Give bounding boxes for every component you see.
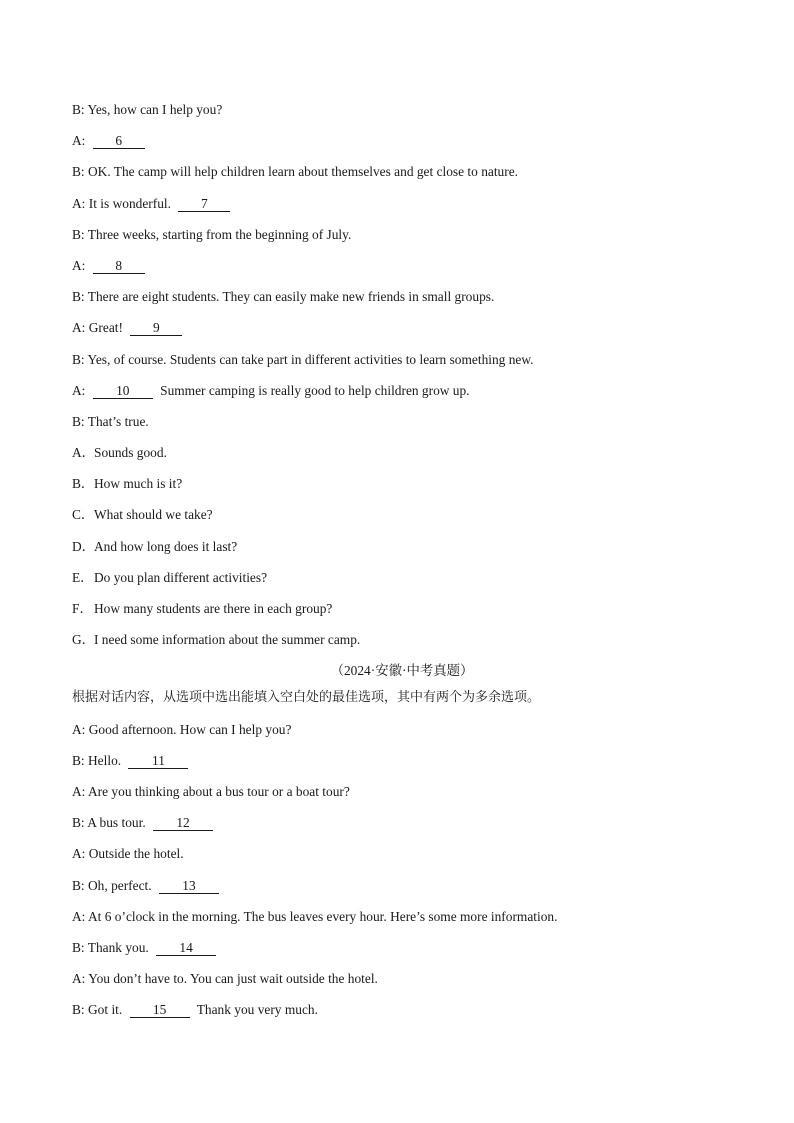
- speaker-label: B:: [72, 351, 85, 367]
- dialogue-text: Oh, perfect.: [88, 877, 152, 893]
- option-item: [72, 568, 732, 599]
- speaker-label: A:: [72, 320, 86, 336]
- answer-blank[interactable]: 12: [153, 815, 213, 831]
- dialogue-text: There are eight students. They can easily make new friends in small groups.: [87, 289, 495, 305]
- dialogue-section-1: [72, 100, 732, 443]
- dialogue-line: [72, 782, 732, 813]
- option-item: [72, 505, 732, 536]
- dialogue-text: Outside the hotel.: [88, 846, 184, 862]
- speaker-label: B:: [72, 413, 85, 429]
- dialogue-text: Yes, of course. Students can take part in different activities to learn something new.: [87, 351, 534, 367]
- answer-blank[interactable]: 13: [159, 878, 219, 894]
- answer-blank[interactable]: 11: [128, 753, 188, 769]
- dialogue-text: Hello.: [88, 752, 122, 768]
- speaker-label: B:: [72, 226, 85, 242]
- dialogue-line: [72, 907, 732, 938]
- answer-blank[interactable]: 8: [93, 258, 145, 274]
- speaker-label: A:: [72, 721, 86, 737]
- option-text: How many students are there in each group?: [94, 601, 333, 616]
- speaker-label: B:: [72, 939, 85, 955]
- dialogue-text-after: Summer camping is really good to help children grow up.: [160, 382, 470, 398]
- speaker-label: A:: [72, 382, 86, 398]
- dialogue-line: [72, 100, 732, 131]
- dialogue-line: [72, 287, 732, 318]
- answer-blank[interactable]: 9: [130, 320, 182, 336]
- dialogue-text: You don’t have to. You can just wait outside the hotel.: [88, 971, 378, 987]
- option-letter: C．: [72, 507, 95, 523]
- option-text: How much is it?: [94, 476, 183, 492]
- dialogue-line: [72, 1000, 732, 1031]
- dialogue-line: [72, 844, 732, 875]
- options-list-1: [72, 443, 732, 661]
- speaker-label: A:: [72, 133, 86, 149]
- option-item: [72, 599, 732, 630]
- option-text: Do you plan different activities?: [94, 569, 268, 585]
- option-letter: B．: [72, 476, 95, 492]
- instruction-text: 根据对话内容，从选项中选出能填入空白处的最佳选项，其中有两个为多余选项。: [72, 690, 541, 706]
- dialogue-text: Are you thinking about a bus tour or a boat tour?: [88, 783, 350, 799]
- dialogue-line: [72, 131, 732, 162]
- dialogue-line: [72, 194, 732, 225]
- dialogue-line: [72, 412, 732, 443]
- option-text: And how long does it last?: [94, 538, 238, 554]
- dialogue-text: OK. The camp will help children learn about themselves and get close to nature.: [88, 164, 518, 180]
- dialogue-text: Got it.: [88, 1002, 123, 1018]
- speaker-label: A:: [72, 971, 86, 987]
- speaker-label: B:: [72, 289, 85, 305]
- dialogue-line: [72, 318, 732, 349]
- source-citation: （2024·安徽·中考真题）: [330, 663, 474, 679]
- answer-blank[interactable]: 7: [178, 196, 230, 212]
- dialogue-line: [72, 813, 732, 844]
- dialogue-text: Thank you.: [87, 939, 149, 955]
- option-item: [72, 474, 732, 505]
- dialogue-line: [72, 256, 732, 287]
- answer-blank[interactable]: 15: [130, 1002, 190, 1018]
- speaker-label: A:: [72, 195, 86, 211]
- dialogue-text: A bus tour.: [87, 815, 146, 831]
- option-letter: A．: [72, 445, 96, 461]
- option-item: [72, 443, 732, 474]
- speaker-label: B:: [72, 164, 85, 180]
- option-item: [72, 537, 732, 568]
- dialogue-text: At 6 o’clock in the morning. The bus leaves every hour. Here’s some more information.: [88, 908, 558, 924]
- dialogue-text: Good afternoon. How can I help you?: [88, 721, 292, 737]
- dialogue-text: Great!: [88, 320, 123, 336]
- speaker-label: B:: [72, 877, 85, 893]
- option-letter: E．: [72, 569, 94, 585]
- dialogue-section-2: [72, 720, 732, 1032]
- speaker-label: A:: [72, 908, 86, 924]
- answer-blank[interactable]: 10: [93, 383, 153, 399]
- document-page: [72, 100, 732, 1031]
- dialogue-text: Yes, how can I help you?: [87, 102, 223, 117]
- option-text: Sounds good.: [94, 445, 167, 461]
- answer-blank[interactable]: 6: [93, 133, 145, 149]
- speaker-label: B:: [72, 1002, 85, 1018]
- dialogue-line: [72, 751, 732, 782]
- dialogue-line: [72, 225, 732, 256]
- dialogue-text-after: Thank you very much.: [196, 1002, 318, 1018]
- dialogue-text: Three weeks, starting from the beginning of July.: [87, 226, 352, 242]
- speaker-label: A:: [72, 846, 86, 862]
- dialogue-line: [72, 162, 732, 193]
- dialogue-line: [72, 720, 732, 751]
- option-letter: G．: [72, 632, 96, 648]
- option-letter: F．: [72, 601, 93, 616]
- option-text: What should we take?: [94, 507, 213, 523]
- speaker-label: A:: [72, 783, 86, 799]
- option-letter: D．: [72, 538, 96, 554]
- option-text: I need some information about the summer camp.: [94, 632, 361, 648]
- dialogue-text: That’s true.: [87, 413, 149, 429]
- option-item: [72, 630, 732, 661]
- dialogue-line: [72, 938, 732, 969]
- dialogue-line: [72, 381, 732, 412]
- speaker-label: B:: [72, 102, 85, 117]
- dialogue-text: It is wonderful.: [88, 195, 171, 211]
- answer-blank[interactable]: 14: [156, 940, 216, 956]
- dialogue-line: [72, 876, 732, 907]
- speaker-label: A:: [72, 257, 86, 273]
- dialogue-line: [72, 969, 732, 1000]
- speaker-label: B:: [72, 752, 85, 768]
- dialogue-line: [72, 350, 732, 381]
- speaker-label: B:: [72, 815, 85, 831]
